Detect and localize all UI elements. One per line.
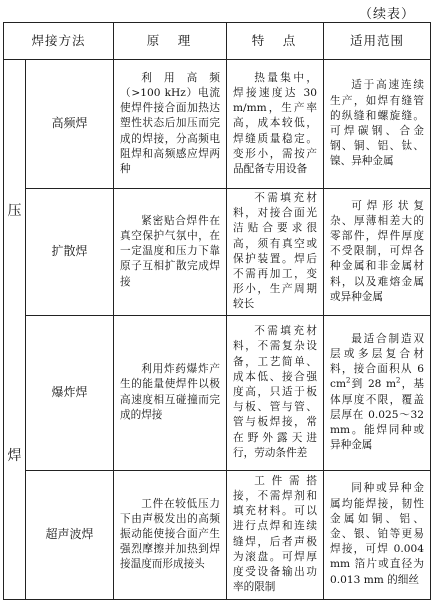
header-method: 焊接方法 [4,23,114,60]
category-cell [4,60,26,600]
features-cell: 不需填充材料，不需复杂设备，工艺简单、成本低、接合强度高，只适于板与板、管与管、管与板焊接，常在野外露天进行，劳动条件差 [227,315,324,470]
header-principle: 原 理 [114,23,227,60]
header-scope: 适用范围 [324,23,431,60]
table-row [4,189,431,316]
scope-text-b: 到 28 m [350,378,397,391]
scope-cell: 可焊形状复杂、厚薄相差大的零部件，焊件厚度不受限制，可焊各种金属和非金属材料，以及难熔金属或异种金属 [324,189,431,316]
superscript: 2 [346,376,351,385]
features-cell: 工件需搭接，不需焊剂和填充材料。可以进行点焊和连续缝焊，后者声极为滚盘。可焊厚度受设备输出功率的限制 [227,470,324,599]
table-header-row [4,23,431,60]
principle-cell: 利用高频（>100 kHz）电流使焊件接合面加热达塑性状态后加压而完成的焊接，分高频电阻焊和高频感应焊两种 [114,60,227,189]
continued-label: （续表） [358,7,415,22]
features-cell: 热量集中，焊接速度达 30 m/mm，生产率高，成本较低，焊缝质量稳定。变形小，需按产品配备专用设备 [227,60,324,189]
scope-cell [324,315,431,470]
features-cell: 不需填充材料，对接合面光洁贴合要求很高，须有真空或保护装置。焊后不需再加工，变形小，生产周期较长 [227,189,324,316]
principle-cell: 工件在较低压力下由声极发出的高频振动能使接合面产生强烈摩擦并加热到焊接温度而形成接头 [114,470,227,599]
principle-cell: 紧密贴合焊件在真空保护气氛中，在一定温度和压力下靠原子互相扩散完成焊接 [114,189,227,316]
scope-text-a: 最适合制造双层或多层复合材料，接合面积从 6 cm [330,332,425,391]
method-name: 爆炸焊 [26,315,114,470]
category-top: 压 [7,203,22,220]
method-name: 高频焊 [26,60,114,189]
table-row [4,60,431,189]
method-name: 扩散焊 [26,189,114,316]
method-name: 超声波焊 [26,470,114,599]
header-features: 特 点 [227,23,324,60]
scope-cell: 同种或异种金属均能焊接，韧性金属如铜、铝、金、银、铂等更易焊接，可焊 0.004 mm 箔片或直径为 0.013 mm 的细丝 [324,470,431,599]
superscript: 2 [396,376,401,385]
scope-cell: 适于高速连续生产，如焊有缝管的纵缝和螺旋缝。可焊碳钢、合金钢、铜、铝、钛、镍、异种金属 [324,60,431,189]
table-row [4,315,431,470]
scope-text-c: ，基体厚度不限，覆盖层厚在 0.025～32 mm。能焊同种或异种金属 [330,378,425,452]
category-bottom: 焊 [7,448,22,465]
welding-methods-table [3,22,431,600]
table-row [4,470,431,599]
principle-cell: 利用炸药爆炸产生的能量使焊件以极高速度相互碰撞而完成的焊接 [114,315,227,470]
